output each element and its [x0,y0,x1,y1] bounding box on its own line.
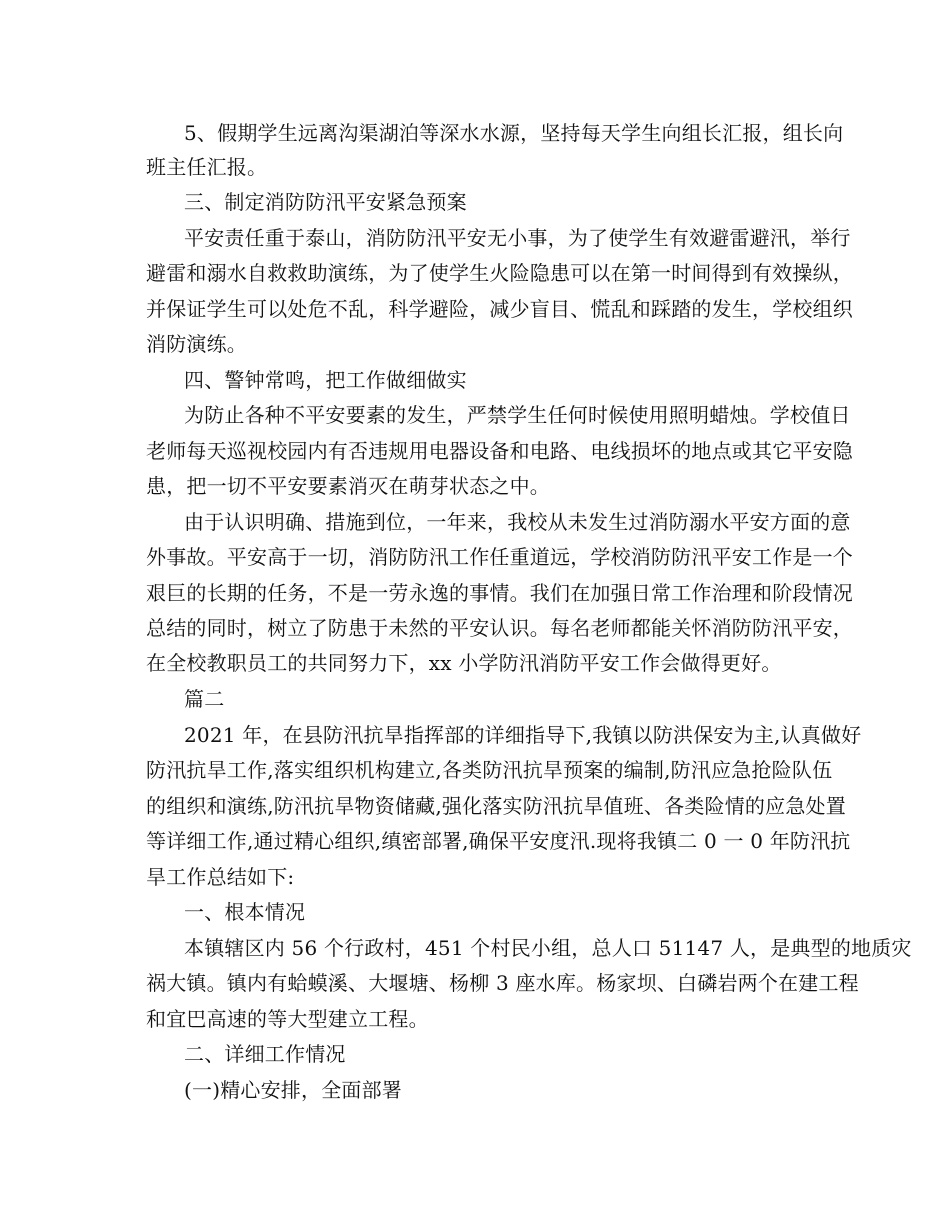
text-line: 平安责任重于泰山，消防防汛平安无小事，为了使学生有效避雷避汛，举行 [184,226,851,250]
text-line: 在全校教职员工的共同努力下，xx 小学防汛消防平安工作会做得更好。 [146,651,782,675]
text-line: 祸大镇。镇内有蛤蟆溪、大堰塘、杨柳 3 座水库。杨家坝、白磷岩两个在建工程 [146,971,859,995]
text-line: 本镇辖区内 56 个行政村，451 个村民小组，总人口 51147 人，是典型的地质灾 [184,936,912,960]
text-line: 和宜巴高速的等大型建立工程。 [146,1007,429,1031]
text-line: 并保证学生可以处危不乱，科学避险，减少盲目、慌乱和踩踏的发生，学校组织 [146,297,853,321]
text-line: 由于认识明确、措施到位，一年来，我校从未发生过消防溺水平安方面的意 [184,510,851,534]
text-line: 艰巨的长期的任务，不是一劳永逸的事情。我们在加强日常工作治理和阶段情况 [146,581,853,605]
text-line: 避雷和溺水自救救助演练，为了使学生火险隐患可以在第一时间得到有效操纵， [146,261,853,285]
text-line: 防汛抗旱工作,落实组织机构建立,各类防汛抗旱预案的编制,防汛应急抢险队伍 [146,758,833,782]
section-heading: 篇二 [184,687,225,711]
text-line: 班主任汇报。 [146,155,268,179]
text-line: 患，把一切不平安要素消灭在萌芽状态之中。 [146,474,550,498]
text-line: 旱工作总结如下: [146,865,295,889]
text-line: 2021 年，在县防汛抗旱指挥部的详细指导下,我镇以防洪保安为主,认真做好 [184,723,862,747]
text-line: 总结的同时，树立了防患于未然的平安认识。每名老师都能关怀消防防汛平安， [146,616,853,640]
text-line: 外事故。平安高于一切，消防防汛工作任重道远，学校消防防汛平安工作是一个 [146,545,853,569]
text-line: 的组织和演练,防汛抗旱物资储藏,强化落实防汛抗旱值班、各类险情的应急处置 [146,794,846,818]
subsection-heading: (一)精心安排，全面部署 [184,1078,403,1102]
section-heading: 二、详细工作情况 [184,1042,346,1066]
text-line: 5、假期学生远离沟渠湖泊等深水水源，坚持每天学生向组长汇报，组长向 [184,121,844,145]
text-line: 老师每天巡视校园内有否违规用电器设备和电路、电线损坏的地点或其它平安隐 [146,439,853,463]
section-heading: 四、警钟常鸣，把工作做细做实 [184,368,467,392]
text-line: 为防止各种不平安要素的发生，严禁学生任何时候使用照明蜡烛。学校值日 [184,403,851,427]
text-line: 消防演练。 [146,332,247,356]
section-heading: 三、制定消防防汛平安紧急预案 [184,190,467,214]
section-heading: 一、根本情况 [184,900,306,924]
text-line: 等详细工作,通过精心组织,缜密部署,确保平安度汛.现将我镇二 0 一 0 年防汛抗 [146,829,851,853]
